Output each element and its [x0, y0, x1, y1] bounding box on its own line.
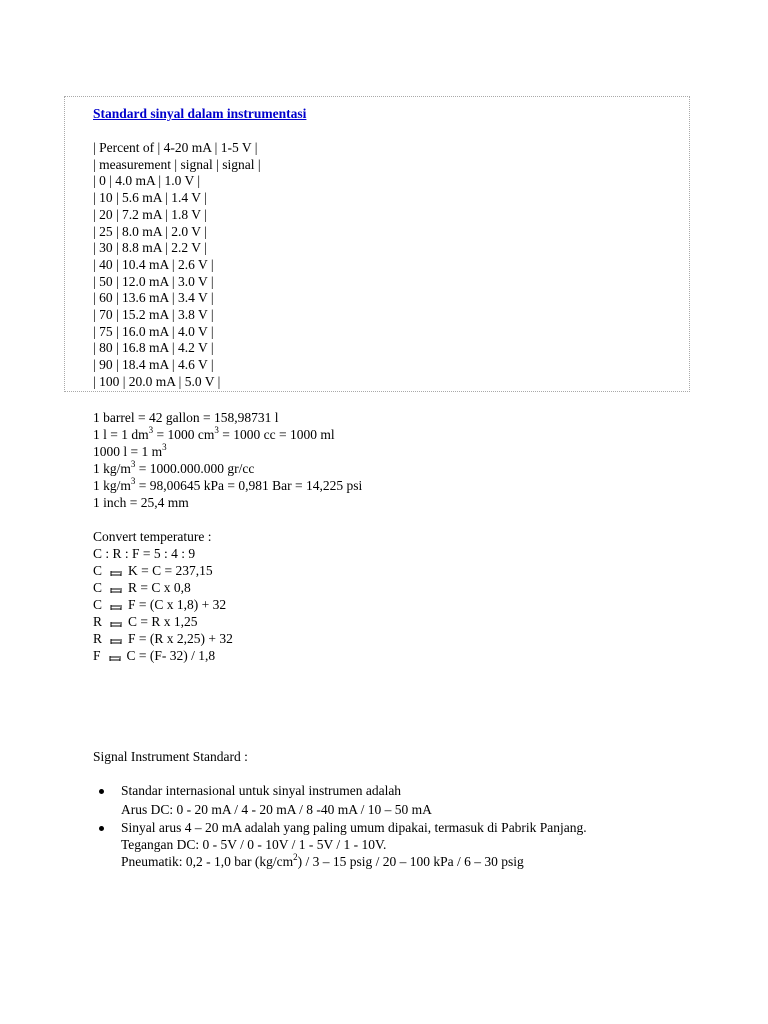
temperature-ratio: C : R : F = 5 : 4 : 9	[93, 546, 196, 561]
signal-table-row: | 100 | 20.0 mA | 5.0 V |	[93, 373, 221, 389]
temperature-rule	[93, 647, 215, 664]
signal-table-row: | 30 | 8.8 mA | 2.2 V |	[93, 240, 207, 256]
temperature-rule-text: K = C = 237,15	[128, 563, 213, 578]
signal-table-row: | 90 | 18.4 mA | 4.6 V |	[93, 357, 214, 373]
signal-table-row: | Percent of | 4-20 mA | 1-5 V |	[93, 140, 258, 155]
temperature-rule-from: C	[93, 563, 103, 578]
signal-table-row: | 70 | 15.2 mA | 3.8 V |	[93, 307, 214, 322]
inch-conversion: 1 inch = 25,4 mm	[93, 495, 189, 510]
temperature-rule-from: F	[93, 648, 101, 663]
arrow-right-icon	[110, 636, 122, 645]
bullet-2	[99, 826, 104, 831]
signal-table-row: | 20 | 7.2 mA | 1.8 V |	[93, 206, 207, 222]
arrow-right-icon	[110, 568, 122, 577]
temperature-heading: Convert temperature :	[93, 529, 212, 544]
arrow-right-icon	[110, 619, 122, 628]
temperature-rule	[93, 596, 226, 613]
arrow-right-icon	[110, 602, 122, 611]
arrow-right-icon	[109, 653, 121, 662]
signal-table-row: | 0 | 4.0 mA | 1.0 V |	[93, 173, 201, 189]
temperature-rule-text: R = C x 0,8	[128, 580, 191, 595]
temperature-rule-from: C	[93, 597, 103, 612]
signal-table-row: | 10 | 5.6 mA | 1.4 V |	[93, 190, 207, 206]
kilolitre-conversion: 1000 l = 1 $m^3$	[93, 441, 167, 459]
temperature-rule-from: C	[93, 580, 103, 595]
temperature-rule-text: F = (R x 2,25) + 32	[128, 631, 233, 646]
signal-table-row: | 75 | 16.0 mA | 4.0 V |	[93, 323, 214, 339]
arrow-right-icon	[110, 585, 122, 594]
temperature-rule-text: C = R x 1,25	[128, 614, 198, 629]
signal-table-row: | 50 | 12.0 mA | 3.0 V |	[93, 273, 214, 289]
temperature-rule-text: F = (C x 1,8) + 32	[128, 597, 227, 612]
bullet-1-line-2: Arus DC: 0 - 20 mA / 4 - 20 mA / 8 -40 mA / 10 – 50 mA	[121, 802, 432, 817]
box-title[interactable]: Standard sinyal dalam instrumentasi	[93, 106, 307, 121]
temperature-rule-from: R	[93, 614, 103, 629]
pressure-conversion: 1 $kg/m^3 = 98,00645$ kPa = 0,981 Bar = 14,225 psi	[93, 475, 363, 493]
signal-table-row: | 40 | 10.4 mA | 2.6 V |	[93, 256, 214, 272]
box-title-link[interactable]	[93, 105, 306, 122]
bullet-1-line-1: Standar internasional untuk sinyal instrumen adalah	[121, 783, 402, 798]
bullet-2-line-2: Tegangan DC: 0 - 5V / 0 - 10V / 1 - 5V / 1 - 10V.	[121, 837, 387, 852]
temperature-rule-from: R	[93, 631, 103, 646]
barrel-conversion: 1 barrel = 42 gallon = 158,98731 l	[93, 410, 279, 425]
signal-table-row: | 80 | 16.8 mA | 4.2 V |	[93, 340, 214, 356]
temperature-rule-text: C = (F- 32) / 1,8	[126, 648, 216, 663]
bullet-1	[99, 789, 104, 794]
signal-table-row: | measurement | signal | signal |	[93, 156, 261, 172]
temperature-rule	[93, 579, 191, 596]
signal-table-row: | 25 | 8.0 mA | 2.0 V |	[93, 223, 207, 239]
bullet-2-line-1: Sinyal arus 4 – 20 mA adalah yang paling umum dipakai, termasuk di Pabrik Panjang.	[121, 820, 587, 835]
temperature-rule	[93, 613, 198, 630]
signal-heading: Signal Instrument Standard :	[93, 749, 248, 764]
litre-conversion: 1 l = 1 $dm^3 = 1000$ $cm^3 = 1000$ cc = 1000 ml	[93, 424, 335, 442]
temperature-rule	[93, 630, 233, 647]
temperature-rule	[93, 562, 213, 579]
bullet-2-line-3: Pneumatik: 0,2 - 1,0 bar $(kg/cm^2) / 3 - 15$ psig / 20 – 100 kPa / 6 – 30 psig	[121, 851, 524, 869]
signal-table-row: | 60 | 13.6 mA | 3.4 V |	[93, 290, 214, 306]
density-conversion: 1 $kg/m^3 = 1000.000.000$ gr/cc	[93, 458, 255, 476]
